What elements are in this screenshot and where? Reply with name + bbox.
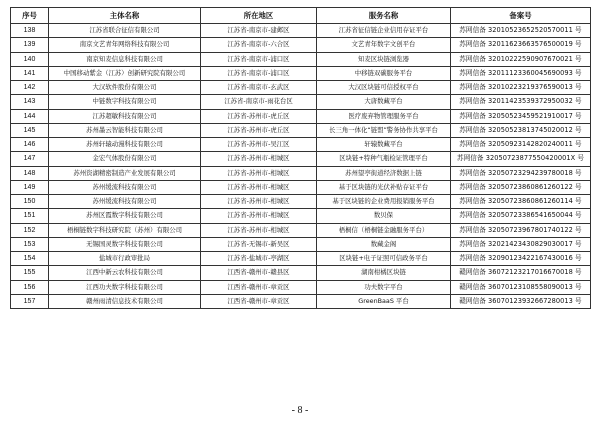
table-row: [11, 109, 591, 123]
region-cell: 江苏省-南京市-建邺区: [201, 24, 317, 38]
service-name-cell: 数藏金阁: [317, 237, 451, 251]
filing-number-cell: 苏网信备 32050723860861260122 号: [451, 180, 591, 194]
filing-number-cell: 苏网信备 32050723860861260114 号: [451, 195, 591, 209]
filing-number-cell: 苏网信备 32050923142820240011 号: [451, 138, 591, 152]
filing-number-cell: 苏网信备 32050523813745020012 号: [451, 123, 591, 137]
col-header-serial: 序号: [11, 8, 49, 24]
entity-name-cell: 苏州区霞数字科技有限公司: [49, 209, 201, 223]
table-row: [11, 223, 591, 237]
region-cell: 江苏省-苏州市-虎丘区: [201, 109, 317, 123]
table-row: [11, 209, 591, 223]
region-cell: 江苏省-盐城市-亭湖区: [201, 252, 317, 266]
filing-number-cell: 赣网信备 36070123932667280013 号: [451, 294, 591, 308]
filing-number-cell: 苏网信备 32050723294239780018 号: [451, 166, 591, 180]
region-cell: 江苏省-南京市-浦口区: [201, 66, 317, 80]
serial-cell: 150: [11, 195, 49, 209]
col-header-entity-name: 主体名称: [49, 8, 201, 24]
filing-number-cell: 苏网信备 32021423430829030017 号: [451, 237, 591, 251]
table-row: [11, 180, 591, 194]
region-cell: 江西省-赣州市-赣县区: [201, 266, 317, 280]
serial-cell: 152: [11, 223, 49, 237]
table-row: [11, 237, 591, 251]
region-cell: 江苏省-南京市-六合区: [201, 38, 317, 52]
entity-name-cell: 中国移动紫金（江苏）创新研究院有限公司: [49, 66, 201, 80]
entity-name-cell: 江西功夫数字科技有限公司: [49, 280, 201, 294]
serial-cell: 156: [11, 280, 49, 294]
entity-name-cell: 江苏超敏科技有限公司: [49, 109, 201, 123]
region-cell: 江苏省-南京市-玄武区: [201, 81, 317, 95]
serial-cell: 151: [11, 209, 49, 223]
region-cell: 江苏省-苏州市-相城区: [201, 166, 317, 180]
table-row: [11, 266, 591, 280]
table-row: [11, 152, 591, 166]
entity-name-cell: 南京文艺青年网络科技有限公司: [49, 38, 201, 52]
col-header-service-name: 服务名称: [317, 8, 451, 24]
serial-cell: 144: [11, 109, 49, 123]
entity-name-cell: 南京知麦信息科技有限公司: [49, 52, 201, 66]
serial-cell: 138: [11, 24, 49, 38]
entity-name-cell: 无锡国灵数字科技有限公司: [49, 237, 201, 251]
serial-cell: 149: [11, 180, 49, 194]
serial-cell: 154: [11, 252, 49, 266]
region-cell: 江苏省-南京市-浦口区: [201, 52, 317, 66]
table-header-row: [11, 8, 591, 24]
serial-cell: 140: [11, 52, 49, 66]
service-name-cell: 江苏省征信链企业信用存证平台: [317, 24, 451, 38]
filing-number-cell: 苏网信备 32090123422167430016 号: [451, 252, 591, 266]
region-cell: 江苏省-无锡市-新吴区: [201, 237, 317, 251]
serial-cell: 141: [11, 66, 49, 80]
serial-cell: 145: [11, 123, 49, 137]
serial-cell: 146: [11, 138, 49, 152]
filing-number-cell: 苏网信备 32050723967801740122 号: [451, 223, 591, 237]
region-cell: 江苏省-南京市-雨花台区: [201, 95, 317, 109]
service-name-cell: 大唐数藏平台: [317, 95, 451, 109]
filing-registry-table: [10, 7, 591, 309]
entity-name-cell: 苏州墨云智能科技有限公司: [49, 123, 201, 137]
serial-cell: 139: [11, 38, 49, 52]
service-name-cell: 区块链+电子证照可信政务平台: [317, 252, 451, 266]
service-name-cell: 数贝保: [317, 209, 451, 223]
filing-number-cell: 苏网信备 32011623663576500019 号: [451, 38, 591, 52]
region-cell: 江苏省-苏州市-相城区: [201, 209, 317, 223]
filing-number-cell: 苏网信备 32010223219376590013 号: [451, 81, 591, 95]
service-name-cell: 基于区块链的企业费用报销服务平台: [317, 195, 451, 209]
entity-name-cell: 盐城市行政审批局: [49, 252, 201, 266]
table-row: [11, 294, 591, 308]
table-row: [11, 52, 591, 66]
serial-cell: 142: [11, 81, 49, 95]
filing-number-cell: 苏网信备 32011123360045690093 号: [451, 66, 591, 80]
table-row: [11, 24, 591, 38]
entity-name-cell: 中链数字科技有限公司: [49, 95, 201, 109]
table-row: [11, 166, 591, 180]
entity-name-cell: 赣州雨清信息技术有限公司: [49, 294, 201, 308]
filing-number-cell: 赣网信备 36070123108558090013 号: [451, 280, 591, 294]
table-row: [11, 81, 591, 95]
entity-name-cell: 苏州缓流科技有限公司: [49, 180, 201, 194]
service-name-cell: 湖南柑橘区块链: [317, 266, 451, 280]
region-cell: 江苏省-苏州市-相城区: [201, 195, 317, 209]
service-name-cell: 基于区块链的光伏补贴存证平台: [317, 180, 451, 194]
table-row: [11, 38, 591, 52]
filing-number-cell: 苏网信备 32011423539372950032 号: [451, 95, 591, 109]
serial-cell: 143: [11, 95, 49, 109]
table-row: [11, 95, 591, 109]
region-cell: 江西省-赣州市-章贡区: [201, 294, 317, 308]
service-name-cell: 区块链+特种气瓶检证管理平台: [317, 152, 451, 166]
region-cell: 江西省-赣州市-章贡区: [201, 280, 317, 294]
service-name-cell: 苏州望亭街道经济数据上链: [317, 166, 451, 180]
service-name-cell: GreenBaaS 平台: [317, 294, 451, 308]
entity-name-cell: 江西中新云农科技有限公司: [49, 266, 201, 280]
entity-name-cell: 金宏气体股份有限公司: [49, 152, 201, 166]
serial-cell: 157: [11, 294, 49, 308]
table-row: [11, 195, 591, 209]
table-row: [11, 66, 591, 80]
table-row: [11, 280, 591, 294]
region-cell: 江苏省-苏州市-虎丘区: [201, 123, 317, 137]
service-name-cell: 功夫数字平台: [317, 280, 451, 294]
serial-cell: 147: [11, 152, 49, 166]
service-name-cell: 文艺青年数字文创平台: [317, 38, 451, 52]
serial-cell: 155: [11, 266, 49, 280]
service-name-cell: 知麦区块链浏览器: [317, 52, 451, 66]
service-name-cell: 医疗废弃物管理服务平台: [317, 109, 451, 123]
region-cell: 江苏省-苏州市-相城区: [201, 180, 317, 194]
service-name-cell: 大汉区块链可信授权平台: [317, 81, 451, 95]
entity-name-cell: 梧桐链数字科技研究院（苏州）有限公司: [49, 223, 201, 237]
entity-name-cell: 江苏省联合征信有限公司: [49, 24, 201, 38]
table-body: [11, 24, 591, 309]
filing-number-cell: 苏网信备 32010523652520570011 号: [451, 24, 591, 38]
entity-name-cell: 苏州缓流科技有限公司: [49, 195, 201, 209]
region-cell: 江苏省-苏州市-相城区: [201, 223, 317, 237]
table-row: [11, 252, 591, 266]
entity-name-cell: 大汉软件股份有限公司: [49, 81, 201, 95]
service-name-cell: 长三角一体化“链盟”警务协作共享平台: [317, 123, 451, 137]
filing-number-cell: 苏网信备 32050723877550420001X 号: [451, 152, 591, 166]
service-name-cell: 梧桐信（梧桐链金融服务平台）: [317, 223, 451, 237]
serial-cell: 153: [11, 237, 49, 251]
table-row: [11, 123, 591, 137]
filing-number-cell: 赣网信备 36072123217016670018 号: [451, 266, 591, 280]
filing-number-cell: 苏网信备 32050723386541650044 号: [451, 209, 591, 223]
service-name-cell: 中移链双碳服务平台: [317, 66, 451, 80]
filing-number-cell: 苏网信备 32010222590907670021 号: [451, 52, 591, 66]
serial-cell: 148: [11, 166, 49, 180]
region-cell: 江苏省-苏州市-相城区: [201, 152, 317, 166]
col-header-region: 所在地区: [201, 8, 317, 24]
col-header-filing-number: 备案号: [451, 8, 591, 24]
entity-name-cell: 苏州轩辕动漫科技有限公司: [49, 138, 201, 152]
table-row: [11, 138, 591, 152]
service-name-cell: 轩辕数藏平台: [317, 138, 451, 152]
region-cell: 江苏省-苏州市-吴江区: [201, 138, 317, 152]
filing-number-cell: 苏网信备 32050523459521910017 号: [451, 109, 591, 123]
page-number: - 8 -: [291, 405, 309, 416]
entity-name-cell: 苏州资湖精密制造产业发展有限公司: [49, 166, 201, 180]
